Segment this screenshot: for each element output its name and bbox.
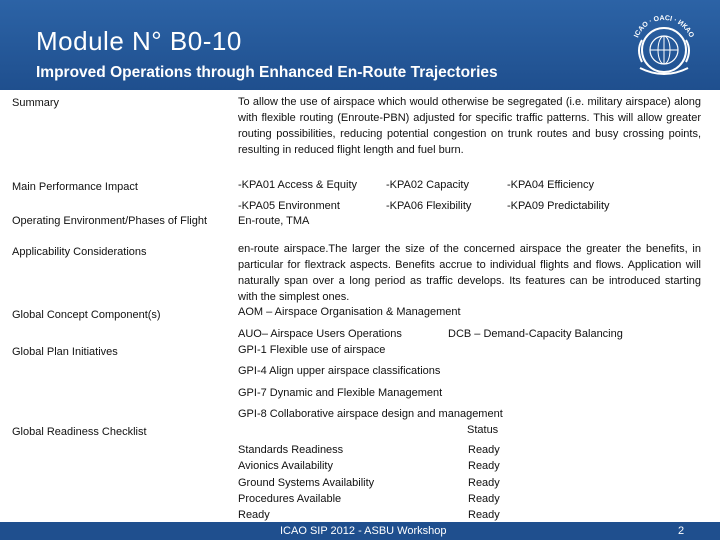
kpa-item: -KPA01 Access & Equity — [238, 179, 358, 191]
checklist-item: Avionics Availability — [238, 460, 333, 472]
checklist-status-header: Status — [467, 424, 499, 436]
kpa-item: -KPA09 Predictability — [507, 200, 610, 212]
logo-text: ICAO · OACI · ИКАО — [633, 14, 695, 39]
kpa-item: -KPA02 Capacity — [386, 179, 469, 191]
footer-text: ICAO SIP 2012 - ASBU Workshop — [280, 525, 447, 537]
applicability-label: Applicability Considerations — [12, 246, 147, 258]
slide-subtitle: Improved Operations through Enhanced En-Route Trajectories — [36, 64, 498, 81]
kpa-item: -KPA05 Environment — [238, 200, 340, 212]
checklist-status: Ready — [468, 460, 500, 472]
summary-text: To allow the use of airspace which would otherwise be segregated (i.e. military airspace) along with flexible routing (Enroute-PBN) adjusted for specific traffic patterns. This will allow greater routing possibilities, reducing potential congestion on trunk routes and busy crossing points, resulting in reduced flight length and fuel burn. — [238, 96, 701, 156]
checklist-item: Standards Readiness — [238, 444, 344, 456]
applicability-text: en-route airspace.The larger the size of the concerned airspace the greater the benefits, in particular for flextrack aspects. Benefits accrue to individual flights and flows. Application will naturally span over a long period as traffic develops. Its features can be introduced starting with the simplest ones. — [238, 243, 701, 303]
icao-logo — [626, 10, 702, 86]
plan-label: Global Plan Initiatives — [12, 346, 118, 358]
checklist-status: Ready — [468, 509, 500, 521]
kpa-item: -KPA04 Efficiency — [507, 179, 595, 191]
gpi-item: GPI-7 Dynamic and Flexible Management — [238, 387, 443, 399]
checklist-item: Ready — [238, 509, 270, 521]
checklist-status: Ready — [468, 493, 500, 505]
checklist-status: Ready — [468, 444, 500, 456]
checklist-item: Ground Systems Availability — [238, 477, 375, 489]
concept-line: AUO– Airspace Users Operations — [238, 328, 402, 340]
concept-label: Global Concept Component(s) — [12, 309, 161, 321]
kpa-item: -KPA06 Flexibility — [386, 200, 472, 212]
slide-header — [0, 0, 720, 90]
environment-label: Operating Environment/Phases of Flight — [12, 215, 208, 227]
checklist-item: Procedures Available — [238, 493, 342, 505]
page-number: 2 — [678, 525, 685, 537]
environment-value: En-route, TMA — [238, 215, 310, 227]
gpi-item: GPI-1 Flexible use of airspace — [238, 344, 386, 356]
slide-title: Module N° B0-10 — [36, 26, 242, 56]
concept-line: DCB – Demand-Capacity Balancing — [448, 328, 623, 340]
gpi-item: GPI-4 Align upper airspace classifications — [238, 365, 441, 377]
concept-line: AOM – Airspace Organisation & Management — [238, 306, 461, 318]
checklist-status: Ready — [468, 477, 500, 489]
checklist-label: Global Readiness Checklist — [12, 426, 147, 438]
gpi-item: GPI-8 Collaborative airspace design and management — [238, 408, 503, 420]
summary-label: Summary — [12, 97, 60, 109]
performance-label: Main Performance Impact — [12, 181, 138, 193]
slide-footer — [0, 522, 720, 540]
